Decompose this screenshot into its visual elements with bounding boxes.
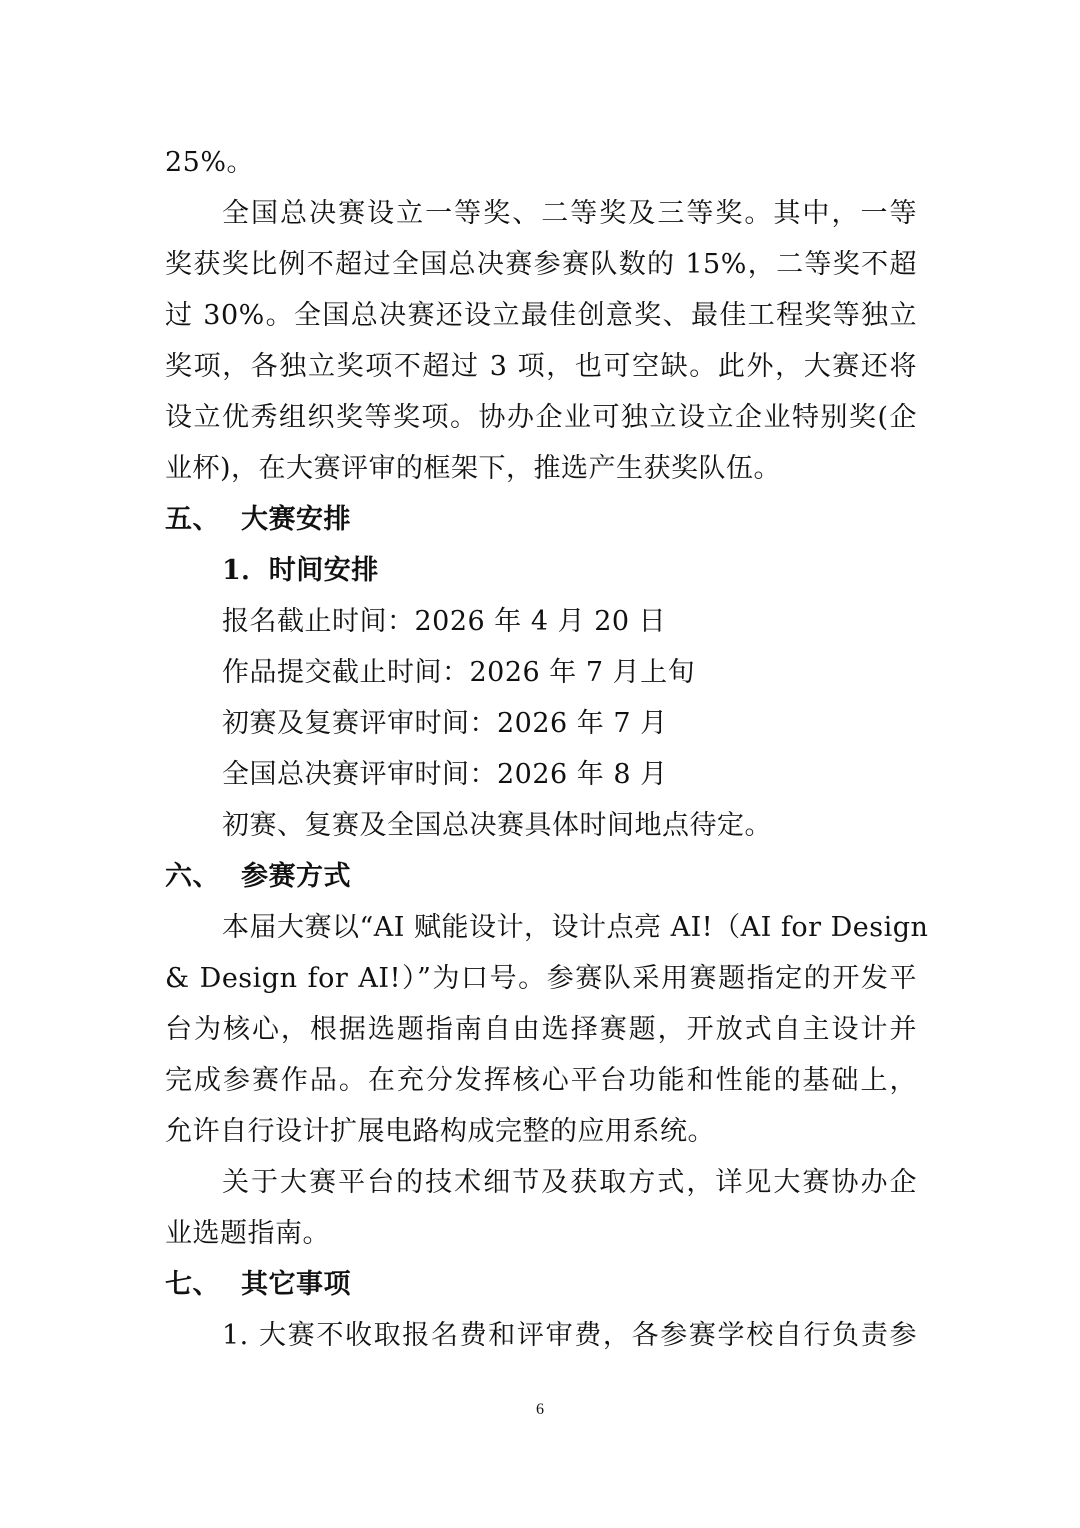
section-title: 大赛安排 [241, 504, 351, 535]
schedule-item: 作品提交截止时间：2026 年 7 月上旬 [222, 657, 696, 688]
section-number: 七、 [165, 1269, 220, 1300]
paragraph-line: 25%。 [165, 147, 255, 178]
section-heading [165, 503, 917, 537]
paragraph-line: 完成参赛作品。在充分发挥核心平台功能和性能的基础上， [165, 1065, 917, 1096]
paragraph-line: 业杯)，在大赛评审的框架下，推选产生获奖队伍。 [165, 453, 782, 484]
page-number: 6 [536, 1401, 544, 1418]
paragraph-line: 过 30%。全国总决赛还设立最佳创意奖、最佳工程奖等独立 [165, 300, 917, 331]
paragraph-line: 设立优秀组织奖等奖项。协办企业可独立设立企业特别奖(企 [165, 402, 917, 433]
paragraph-line: 奖项，各独立奖项不超过 3 项，也可空缺。此外，大赛还将 [165, 351, 917, 382]
section-number: 六、 [165, 861, 220, 892]
paragraph-line: 奖获奖比例不超过全国总决赛参赛队数的 15%，二等奖不超 [165, 249, 917, 280]
paragraph-line: 台为核心，根据选题指南自由选择赛题，开放式自主设计并 [165, 1014, 917, 1045]
section-heading [165, 860, 917, 894]
subsection-heading: 1．时间安排 [222, 555, 379, 586]
paragraph-line: 业选题指南。 [165, 1218, 330, 1249]
section-title: 参赛方式 [241, 861, 351, 892]
section-heading [165, 1268, 917, 1302]
paragraph-line: 关于大赛平台的技术细节及获取方式，详见大赛协办企 [222, 1167, 917, 1198]
paragraph-line: & Design for AI!）”为口号。参赛队采用赛题指定的开发平 [165, 963, 917, 994]
paragraph-line: 全国总决赛设立一等奖、二等奖及三等奖。其中，一等 [222, 198, 917, 229]
schedule-item: 全国总决赛评审时间：2026 年 8 月 [222, 759, 668, 790]
schedule-item: 初赛及复赛评审时间：2026 年 7 月 [222, 708, 668, 739]
paragraph-line: 允许自行设计扩展电路构成完整的应用系统。 [165, 1116, 715, 1147]
section-number: 五、 [165, 504, 220, 535]
section-title: 其它事项 [241, 1269, 351, 1300]
paragraph-line: 本届大赛以“AI 赋能设计，设计点亮 AI!（AI for Design [222, 912, 929, 943]
paragraph-line: 1. 大赛不收取报名费和评审费，各参赛学校自行负责参 [222, 1320, 917, 1351]
schedule-item: 初赛、复赛及全国总决赛具体时间地点待定。 [222, 810, 772, 841]
schedule-item: 报名截止时间：2026 年 4 月 20 日 [222, 606, 667, 637]
